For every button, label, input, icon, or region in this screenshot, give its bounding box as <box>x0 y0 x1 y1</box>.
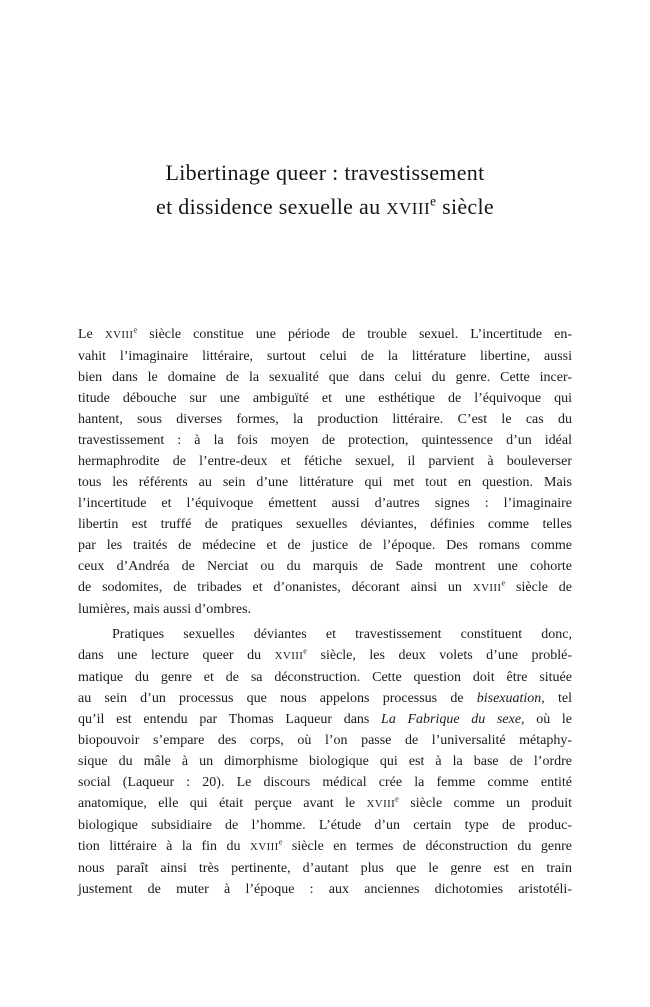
text-line: titude débouche sur une ambiguïté et une esthétique de l’équivoque qui <box>78 391 572 406</box>
text-line: libertin est truffé de pratiques sexuelles déviantes, définies comme telles <box>78 517 572 532</box>
text-line: hermaphrodite de l’entre-deux et fétiche sexuel, il parvient à bouleverser <box>78 454 572 469</box>
text-line: travestissement : à la fois moyen de protection, quintessence d’un idéal <box>78 433 572 448</box>
article-title-line-2: et dissidence sexuelle au XVIIIe siècle <box>156 193 494 219</box>
text-line: anatomique, elle qui était perçue avant le XVIIIe siècle comme un produit <box>78 794 572 811</box>
article-title-line-1: Libertinage queer : travestissement <box>165 160 485 185</box>
text-line: matique du genre et de sa déconstruction. Cette question doit être située <box>78 670 572 685</box>
text-line: biologique subsidiaire de l’homme. L’étude d’un certain type de produc- <box>78 818 572 833</box>
text-line: ceux d’Andréa de Nerciat ou du marquis de Sade montrent une cohorte <box>78 559 572 574</box>
text-line: hantent, sous diverses formes, la production littéraire. C’est le cas du <box>78 412 572 427</box>
paragraph <box>78 624 572 900</box>
text-line: tion littéraire à la fin du XVIIIe siècle en termes de déconstruction du genre <box>78 837 573 854</box>
text-line: dans une lecture queer du XVIIIe siècle, les deux volets d’une problé- <box>78 646 572 663</box>
text-line: au sein d’un processus que nous appelons processus de bisexuation, tel <box>78 691 572 706</box>
text-line: biopouvoir s’empare des corps, où l’on passe de l’universalité métaphy- <box>78 733 572 748</box>
text-line: sique du mâle à un dimorphisme biologique qui est à la base de l’ordre <box>78 754 572 769</box>
article-title <box>0 0 650 226</box>
text-line: vahit l’imaginaire littéraire, surtout celui de la littérature libertine, aussi <box>78 349 572 364</box>
paragraph <box>78 324 572 620</box>
text-line: de sodomites, de tribades et d’onanistes, décorant ainsi un XVIIIe siècle de <box>78 578 572 595</box>
text-line: tous les référents au sein d’une littérature qui met tout en question. Mais <box>78 475 572 490</box>
text-line: Le XVIIIe siècle constitue une période de trouble sexuel. L’incertitude en- <box>78 325 572 342</box>
text-line: lumières, mais aussi d’ombres. <box>78 602 252 617</box>
text-line: social (Laqueur : 20). Le discours médical crée la femme comme entité <box>78 775 572 790</box>
body-text <box>78 324 572 900</box>
text-line: qu’il est entendu par Thomas Laqueur dans La Fabrique du sexe, où le <box>78 712 572 727</box>
text-line: justement de muter à l’époque : aux anciennes dichotomies aristotéli- <box>78 882 572 897</box>
text-line: l’incertitude et l’équivoque émettent aussi d’autres signes : l’imaginaire <box>78 496 572 511</box>
text-line: par les traités de médecine et de justice de l’époque. Des romans comme <box>78 538 572 553</box>
text-line: bien dans le domaine de la sexualité que dans celui du genre. Cette incer- <box>78 370 572 385</box>
text-line: nous paraît ainsi très pertinente, d’autant plus que le genre est en train <box>78 861 572 876</box>
text-line: Pratiques sexuelles déviantes et travestissement constituent donc, <box>112 627 572 642</box>
